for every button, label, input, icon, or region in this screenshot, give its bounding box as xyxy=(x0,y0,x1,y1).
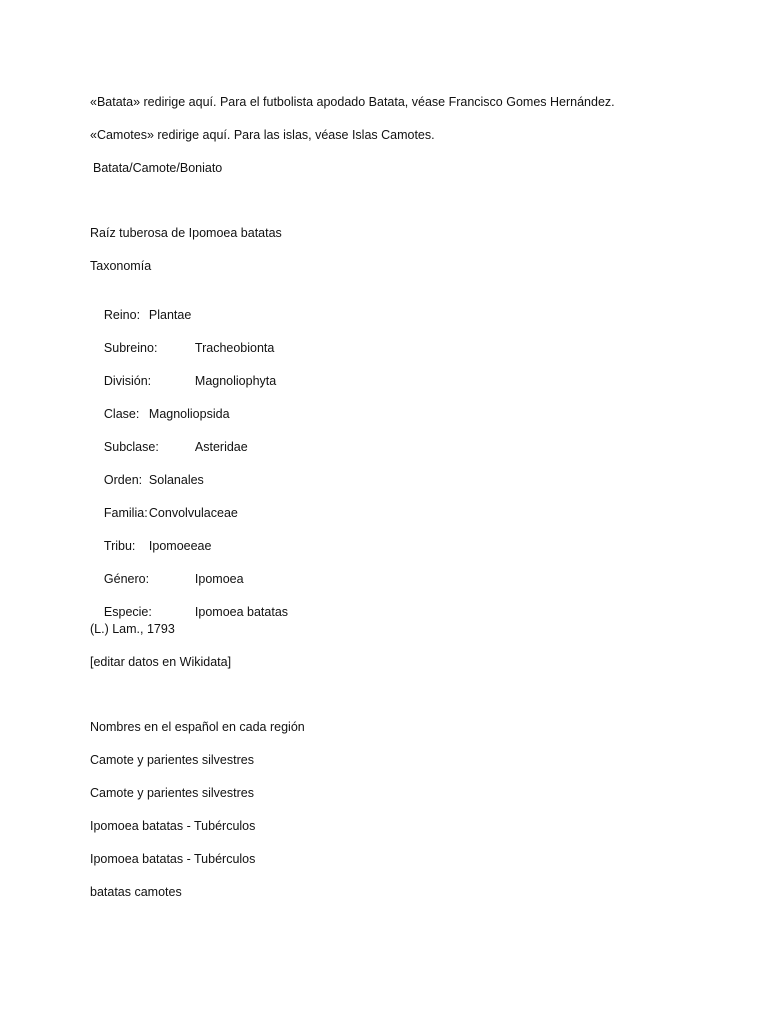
taxonomy-label: Género: xyxy=(103,572,150,586)
region-list-item: Camote y parientes silvestres xyxy=(90,786,254,800)
region-list-item: batatas camotes xyxy=(90,885,182,899)
taxonomy-value: Magnoliopsida xyxy=(148,407,230,421)
common-names: Batata/Camote/Boniato xyxy=(93,161,223,175)
taxonomy-value: Ipomoea xyxy=(194,572,244,586)
taxonomy-label: Reino: xyxy=(103,308,141,322)
region-list-item: Camote y parientes silvestres xyxy=(90,753,254,767)
taxonomy-value: Tracheobionta xyxy=(194,341,275,355)
taxonomy-value: Plantae xyxy=(148,308,192,322)
taxonomy-label: Subclase: xyxy=(103,440,159,454)
taxonomy-value: Magnoliophyta xyxy=(194,374,277,388)
taxonomy-value: Ipomoeeae xyxy=(148,539,212,553)
taxonomy-label: División: xyxy=(103,374,152,388)
taxonomy-label: Familia: xyxy=(103,506,148,520)
redirect-note-batata: «Batata» redirige aquí. Para el futbolista apodado Batata, véase Francisco Gomes Hernández. xyxy=(90,95,615,109)
taxonomy-value: Ipomoea batatas xyxy=(194,605,289,619)
image-caption: Raíz tuberosa de Ipomoea batatas xyxy=(90,226,282,240)
taxonomy-label: Clase: xyxy=(103,407,140,421)
region-list-item: Ipomoea batatas - Tubérculos xyxy=(90,852,256,866)
taxonomy-value: Asteridae xyxy=(194,440,248,454)
regions-heading: Nombres en el español en cada región xyxy=(90,720,305,734)
taxonomy-label: Orden: xyxy=(103,473,143,487)
taxonomy-label: Especie: xyxy=(103,605,152,619)
taxonomy-value: Solanales xyxy=(148,473,204,487)
taxonomic-authority: (L.) Lam., 1793 xyxy=(90,622,175,636)
region-list-item: Ipomoea batatas - Tubérculos xyxy=(90,819,256,833)
taxonomy-label: Subreino: xyxy=(103,341,158,355)
edit-wikidata-link[interactable]: [editar datos en Wikidata] xyxy=(90,655,232,669)
taxonomy-label: Tribu: xyxy=(103,539,136,553)
redirect-note-camotes: «Camotes» redirige aquí. Para las islas, véase Islas Camotes. xyxy=(90,128,435,142)
taxonomy-value: Convolvulaceae xyxy=(148,506,238,520)
taxonomy-heading: Taxonomía xyxy=(90,259,152,273)
